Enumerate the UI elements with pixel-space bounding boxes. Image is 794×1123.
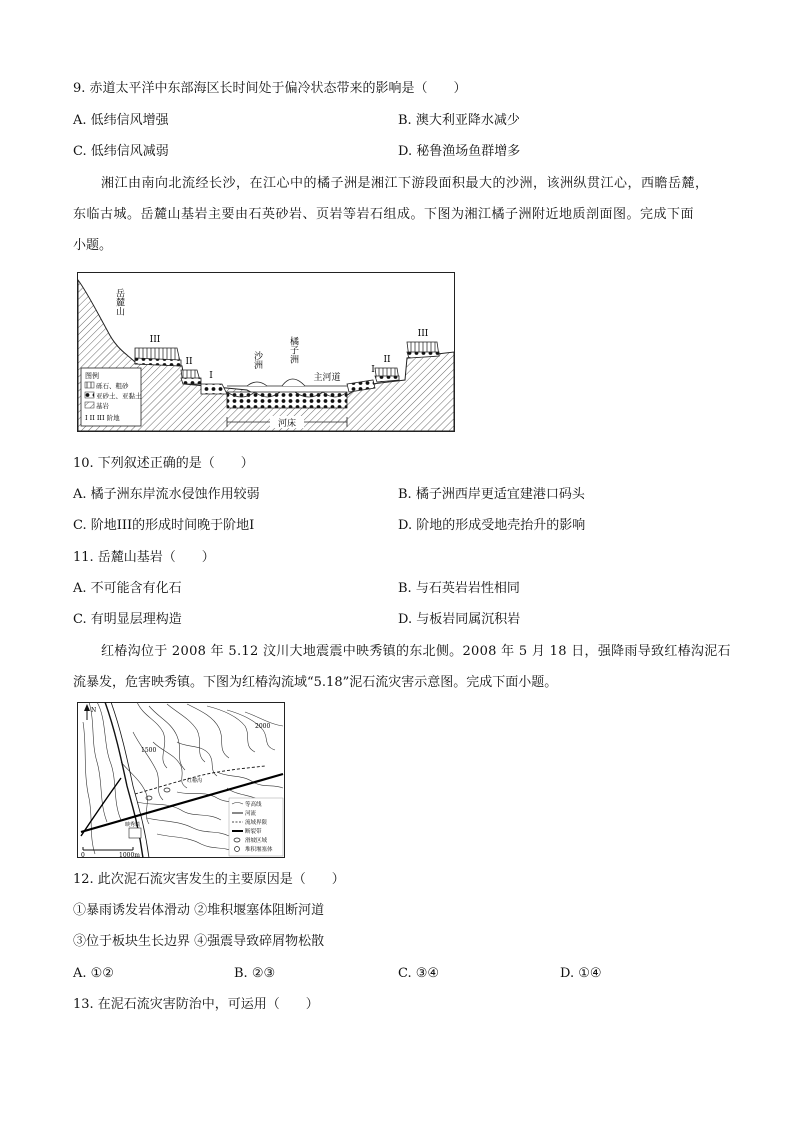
svg-text:砾石、粗砂: 砾石、粗砂 [96,382,129,390]
svg-text:图例: 图例 [85,372,99,380]
q10-option-d: D. 阶地的形成受地壳抬升的影响 [398,518,586,533]
q12-option-a: A. ①② [73,966,114,981]
q10-option-b: B. 橘子洲西岸更适宜建港口码头 [398,487,585,502]
svg-text:I II III 阶地: I II III 阶地 [85,414,120,422]
label-terrace-3-right: III [417,329,429,339]
q9-option-c: C. 低纬信风减弱 [73,144,169,159]
label-terrace-1-left: I [209,371,213,381]
svg-text:断裂带: 断裂带 [245,829,262,835]
label-sandbar: 沙洲 [252,351,262,369]
q9-option-d: D. 秘鲁渔场鱼群增多 [398,144,521,159]
passage1-line1: 湘江由南向北流经长沙，在江心中的橘子洲是湘江下游段面积最大的沙洲，该洲纵贯江心，西瞻岳麓， [101,176,709,191]
svg-text:基岩: 基岩 [96,402,109,410]
label-terrace-2-left: II [185,357,193,367]
passage1-line3: 小题。 [73,238,113,253]
passage1-line2: 东临古城。岳麓山基岩主要由石英砂岩、页岩等岩石组成。下图为湘江橘子洲附近地质剖面图。完成下面 [73,207,695,222]
svg-text:滑坡区域: 滑坡区域 [245,838,268,844]
q11-stem: 11. 岳麓山基岩（ ） [73,550,215,565]
q12-option-d: D. ①④ [560,966,602,981]
label-town: 映秀镇 [125,822,141,828]
q11-option-b: B. 与石英岩岩性相同 [398,581,520,596]
svg-text:0: 0 [81,852,85,858]
q13-stem: 13. 在泥石流灾害防治中，可运用（ ） [73,997,319,1012]
q12-option-b: B. ②③ [234,966,276,981]
q12-stem: 12. 此次泥石流灾害发生的主要原因是（ ） [73,872,345,887]
svg-text:堆积堰塞体: 堆积堰塞体 [245,847,273,853]
q9-option-a: A. 低纬信风增强 [73,113,169,128]
riverbed-gravel [227,392,347,408]
label-yuelu-1: 岳麓山 [114,288,124,316]
label-terrace-1-right: I [371,365,375,375]
svg-text:流域界限: 流域界限 [245,820,268,826]
geologic-profile-figure [77,272,455,438]
passage2-line2: 流暴发，危害映秀镇。下图为红椿沟流域“5.18”泥石流灾害示意图。完成下面小题。 [73,675,558,690]
q9-stem: 9. 赤道太平洋中东部海区长时间处于偏冷状态带来的影响是（ ） [73,81,467,96]
q9-option-b: B. 澳大利亚降水减少 [398,113,520,128]
q11-option-c: C. 有明显层理构造 [73,612,182,627]
terrace-1-left-deposit [201,384,227,394]
q11-option-d: D. 与板岩同属沉积岩 [398,612,521,627]
town-area [129,828,141,838]
q10-option-a: A. 橘子洲东岸流水侵蚀作用较弱 [73,487,260,502]
q10-option-c: C. 阶地III的形成时间晚于阶地I [73,518,255,533]
svg-text:河流: 河流 [245,811,257,817]
q12-statements-2: ③位于板块生长边界 ④强震导致碎屑物松散 [73,934,325,949]
elevation-2000: 2000 [255,723,271,730]
label-terrace-3-left: III [149,335,161,345]
svg-text:N: N [91,707,97,714]
label-terrace-2-right: II [383,355,391,365]
figure1-legend [81,368,142,426]
label-riverbed: 河床 [277,419,297,429]
elevation-1500: 1500 [141,747,157,754]
q11-option-a: A. 不可能含有化石 [73,581,182,596]
svg-text:等高线: 等高线 [245,802,262,808]
q10-stem: 10. 下列叙述正确的是（ ） [73,456,254,471]
label-orange-isle: 橘子洲 [288,336,298,364]
debris-flow-map-figure [77,702,285,858]
label-gully: 红椿沟 [187,778,203,784]
label-main-channel: 主河道 [313,373,341,383]
passage2-line1: 红椿沟位于 2008 年 5.12 汶川大地震震中映秀镇的东北侧。2008 年 5 月 18 日，强降雨导致红椿沟泥石 [101,644,731,659]
figure2-legend [229,798,283,856]
svg-text:亚砂土、亚黏土: 亚砂土、亚黏土 [96,392,142,400]
svg-text:1000m: 1000m [119,852,140,858]
q12-option-c: C. ③④ [398,966,440,981]
q12-statements-1: ①暴雨诱发岩体滑动 ②堆积堰塞体阻断河道 [73,903,325,918]
